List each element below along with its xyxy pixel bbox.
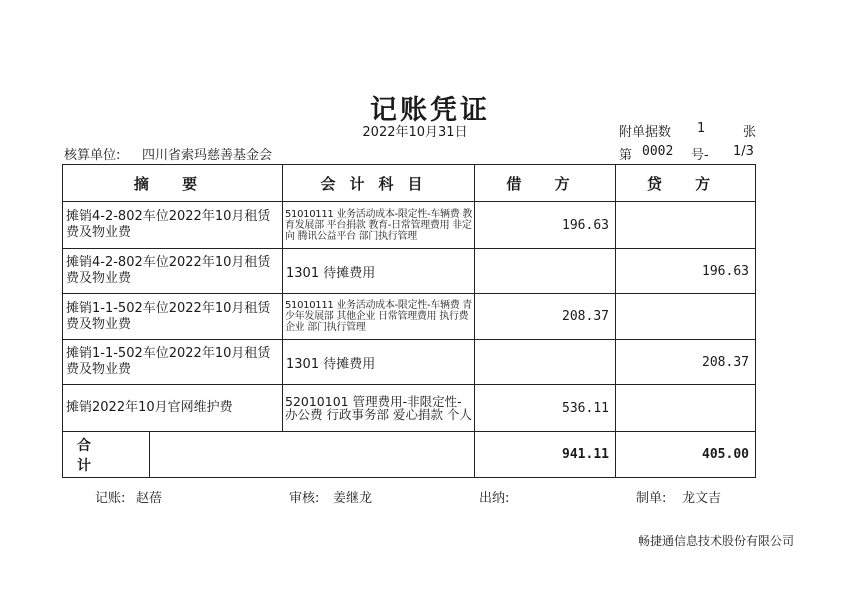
row-debit: 536.11 [475,385,616,432]
table-row [63,202,756,249]
table-row [63,294,756,340]
row-credit [616,294,756,340]
voucher-no-suffix: 号- [691,148,709,163]
cashier-label: 出纳: [479,491,510,506]
row-subject: 51010111 业务活动成本-限定性-车辆费 教育发展部 平台捐款 教育-日常管理费用 非定向 腾讯公益平台 部门执行管理 [283,202,475,249]
row-summary: 摊销2022年10月官网维护费 [63,385,283,432]
table-row [63,249,756,294]
reviewer-label: 审核: [289,491,320,506]
software-vendor: 畅捷通信息技术股份有限公司 [637,534,794,548]
table-header-row [63,165,756,202]
row-credit [616,202,756,249]
row-subject: 52010101 管理费用-非限定性-办公费 行政事务部 爱心捐款 个人 [283,385,475,432]
attachment-label: 附单据数 [619,125,672,140]
row-credit: 196.63 [616,249,756,294]
total-label: 合 计 [63,432,150,477]
voucher-no-prefix: 第 [619,148,633,163]
row-subject: 1301 待摊费用 [283,340,475,385]
total-credit: 405.00 [616,432,756,478]
row-summary: 摊销1-1-502车位2022年10月租赁费及物业费 [63,340,283,385]
attachment-unit: 张 [743,125,757,140]
row-credit: 208.37 [616,340,756,385]
debit-header: 借 方 [475,165,616,202]
subject-header: 会计科目 [283,165,475,202]
row-summary: 摊销4-2-802车位2022年10月租赁费及物业费 [63,249,283,294]
row-credit [616,385,756,432]
reviewer-name: 姜继龙 [333,491,373,506]
row-subject: 1301 待摊费用 [283,249,475,294]
row-subject: 51010111 业务活动成本-限定性-车辆费 青少年发展部 其他企业 日常管理费用 执行费 企业 部门执行管理 [283,294,475,340]
row-summary: 摊销4-2-802车位2022年10月租赁费及物业费 [63,202,283,249]
preparer-name: 龙文吉 [682,491,722,506]
row-debit: 196.63 [475,202,616,249]
total-row [63,432,756,478]
page-indicator: 1/3 [733,144,754,159]
unit-label: 核算单位: [64,148,121,163]
voucher-date: 2022年10月31日 [362,125,468,140]
voucher-number: 0002 [642,144,674,159]
row-debit [475,340,616,385]
summary-header: 摘 要 [63,165,283,202]
unit-name: 四川省索玛慈善基金会 [142,148,273,163]
bookkeeper-label: 记账: [95,491,126,506]
voucher-title: 记账凭证 [370,95,490,126]
preparer-label: 制单: [636,491,667,506]
bookkeeper-name: 赵蓓 [136,491,163,506]
row-debit [475,249,616,294]
attachment-count: 1 [697,121,706,136]
total-label-cell [63,432,475,478]
row-summary: 摊销1-1-502车位2022年10月租赁费及物业费 [63,294,283,340]
voucher-table [62,164,756,478]
table-row [63,385,756,432]
row-debit: 208.37 [475,294,616,340]
table-row [63,340,756,385]
total-debit: 941.11 [475,432,616,478]
credit-header: 贷 方 [616,165,756,202]
